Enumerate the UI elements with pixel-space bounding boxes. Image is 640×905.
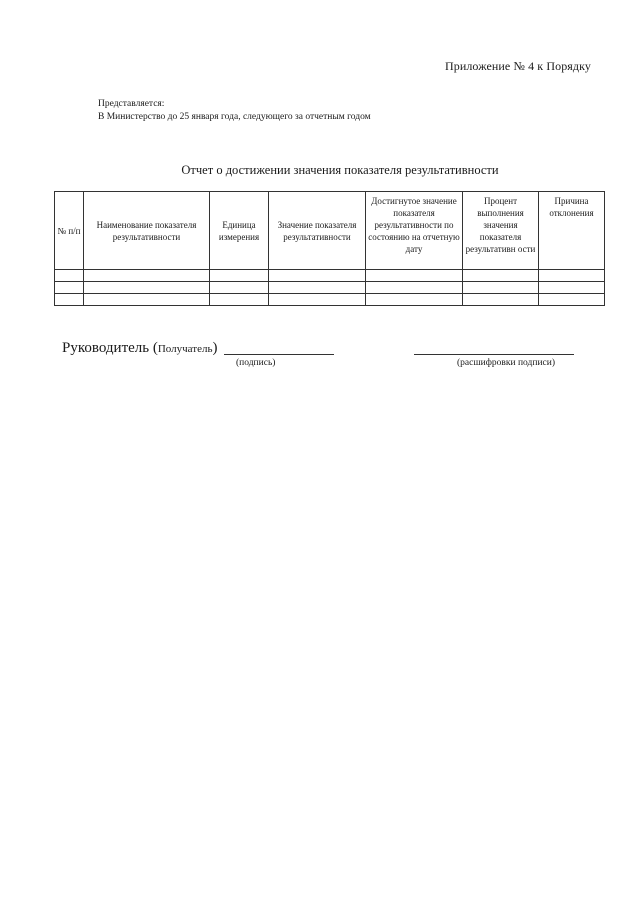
table-cell[interactable] (269, 282, 366, 294)
table-row (55, 282, 605, 294)
column-header-number: № п/п (55, 192, 84, 270)
table-header-row (55, 192, 605, 270)
signature-decode-line[interactable] (414, 354, 574, 355)
table-cell[interactable] (463, 294, 539, 306)
column-header-indicator-name: Наименование показателя результативности (84, 192, 210, 270)
column-header-completion-percent: Процент выполнения значения показателя результативн ости (463, 192, 539, 270)
column-header-achieved-value: Достигнутое значение показателя результативности по состоянию на отчетную дату (366, 192, 463, 270)
table-row (55, 270, 605, 282)
table-cell[interactable] (539, 270, 605, 282)
table-cell[interactable] (539, 282, 605, 294)
signature-title (62, 340, 217, 357)
signature-line[interactable] (224, 354, 334, 355)
signature-title-text: Руководитель ( (62, 340, 158, 356)
table-cell[interactable] (269, 294, 366, 306)
signature-title-close: ) (212, 340, 218, 356)
table-cell[interactable] (366, 282, 463, 294)
table-cell[interactable] (269, 270, 366, 282)
signature-decode-caption: (расшифровки подписи) (457, 358, 555, 368)
signature-recipient: Получатель (157, 343, 213, 355)
table-cell[interactable] (84, 294, 210, 306)
table-cell[interactable] (55, 294, 84, 306)
table-row (55, 294, 605, 306)
signature-caption: (подпись) (236, 358, 276, 368)
column-header-unit: Единица измерения (210, 192, 269, 270)
table-cell[interactable] (366, 270, 463, 282)
table-cell[interactable] (55, 270, 84, 282)
appendix-label: Приложение № 4 к Порядку (444, 59, 591, 73)
table-cell[interactable] (55, 282, 84, 294)
table-cell[interactable] (463, 270, 539, 282)
table-cell[interactable] (84, 270, 210, 282)
table-cell[interactable] (539, 294, 605, 306)
submission-instructions (98, 98, 371, 124)
column-header-deviation-reason: Причина отклонения (539, 192, 605, 270)
submission-line-2: В Министерство до 25 января года, следующего за отчетным годом (98, 112, 371, 122)
table-cell[interactable] (84, 282, 210, 294)
report-title: Отчет о достижении значения показателя результативности (181, 163, 499, 177)
signature-block (62, 340, 602, 380)
table-cell[interactable] (210, 294, 269, 306)
column-header-indicator-value: Значение показателя результативности (269, 192, 366, 270)
table-cell[interactable] (210, 282, 269, 294)
table-cell[interactable] (463, 282, 539, 294)
table-cell[interactable] (366, 294, 463, 306)
submission-line-1: Представляется: (98, 99, 165, 109)
report-table (54, 191, 605, 306)
table-cell[interactable] (210, 270, 269, 282)
